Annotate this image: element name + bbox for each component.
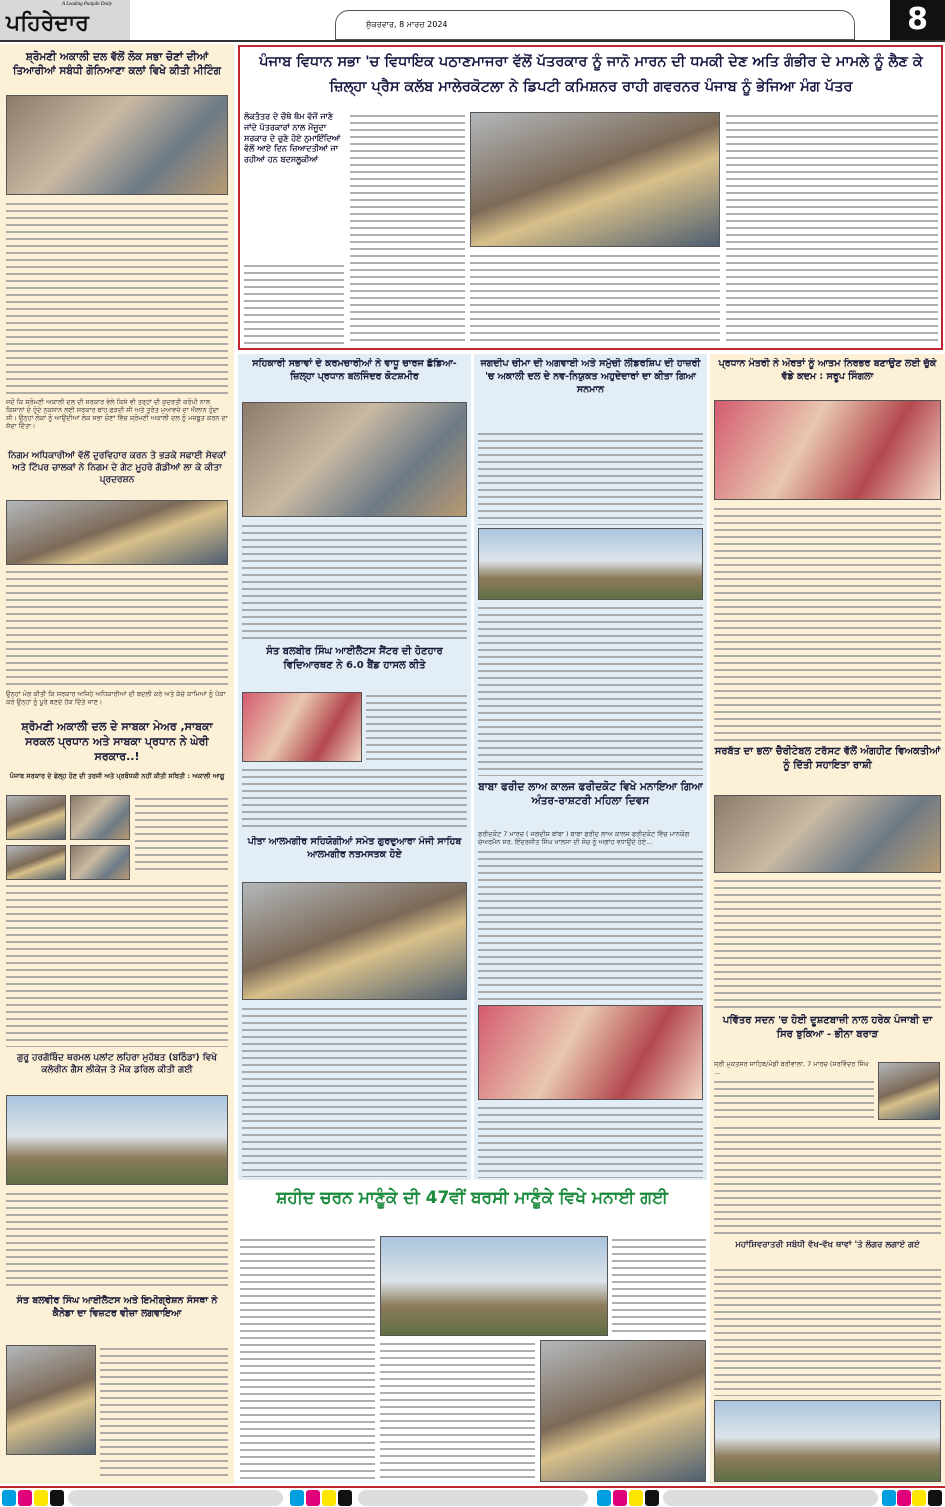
left-headline-3: ਸ਼੍ਰੋਮਣੀ ਅਕਾਲੀ ਦਲ ਦੇ ਸਾਬਕਾ ਮੇਅਰ ,ਸਾਬਕਾ ਸਰਕਲ ਪ੍ਰਧਾਨ ਅਤੇ ਸਾਬਕਾ ਪ੍ਰਧਾਨ ਨੇ ਘੇਰੀ ਸਰਕਾਰ..!	[21, 720, 213, 763]
tagline: A Leading Punjabi Daily	[62, 2, 113, 7]
headline: ਸਹਿਕਾਰੀ ਸਭਾਵਾਂ ਦੇ ਕਰਮਚਾਰੀਆਂ ਨੇ ਵਾਧੂ ਚਾਰਜ ਛੱਡਿਆ- ਜ਼ਿਲ੍ਹਾ ਪ੍ਰਧਾਨ ਬਲਜਿੰਦਰ ਕੋਟਸ਼ਮੀਰ	[252, 358, 457, 382]
article-body	[380, 1340, 535, 1482]
article-body	[366, 692, 467, 762]
article-body	[6, 1190, 228, 1290]
masthead	[0, 0, 945, 42]
headline: ਸਰਬੱਤ ਦਾ ਭਲਾ ਚੈਰੀਟੇਬਲ ਟਰੱਸਟ ਵੱਲੋਂ ਅੰਗਹੀਣ ਵਿਅਕਤੀਆਂ ਨੂੰ ਦਿੱਤੀ ਸਹਾਇਤਾ ਰਾਸ਼ੀ	[714, 746, 941, 771]
headline: ਪੀਤਾ ਆਲਮਗੀਰ ਸਹਿਯੋਗੀਆਂ ਸਮੇਤ ਗੁਰਦੁਆਰਾ ਮੰਜੀ ਸਾਹਿਬ ਆਲਮਗੀਰ ਨਤਮਸਤਕ ਹੋਏ	[247, 836, 462, 860]
portrait-photo	[70, 795, 130, 840]
article-text: ਫਰੀਦਕੋਟ 7 ਮਾਰਚ ( ਜਗਦੀਸ਼ ਬਾਂਬਾ ) ਬਾਬਾ ਫਰੀਦ ਲਾਅ ਕਾਲਜ ਫਰੀਦਕੋਟ ਵਿੱਚ ਮਾਨਯੋਗ ਚੇਅਰਮੈਨ ਸਰ. ਇੰਦਰਜੀਤ ਸਿੰਘ ਖਾਲਸਾ ਦੀ ਸੋਚ ਨੂੰ ਅਗਾਂਹ ਵਧਾਉਂਦੇ ਹੋਏ...	[478, 830, 690, 846]
article-body	[714, 877, 941, 1010]
photo	[242, 882, 467, 1000]
top-story-subheadline: ਲੋਕਤੰਤਰ ਦੇ ਚੌਥੇ ਥੰਮ ਵੱਜੋਂ ਜਾਣੇ ਜਾਂਦੇ ਪੱਤਰਕਾਰਾਂ ਨਾਲ ਮੌਜੂਦਾ ਸਰਕਾਰ ਦੇ ਚੁਣੇ ਹੋਏ ਨੁਮਾਇੰਦਿਆਂ ਵੱਲੋਂ ਆਏ ਦਿਨ ਜ਼ਿਆਦਤੀਆਂ ਜਾ ਰਹੀਆਂ ਹਨ ਬਦਸਲੂਕੀਆਂ	[244, 112, 341, 165]
photo	[714, 795, 941, 873]
yellow-mark	[34, 1490, 48, 1506]
article-body	[726, 112, 938, 345]
date: ਸ਼ੁੱਕਰਵਾਰ, 8 ਮਾਰਚ 2024	[366, 20, 448, 29]
left-subheadline-3: ਪੰਜਾਬ ਸਰਕਾਰ ਦੇ ਫੇਲ੍ਹ ਹੋਣ ਦੀ ਤਰਜੀ ਅਤੇ ਪ੍ਰਬੰਧਕੀ ਨਹੀਂ ਕੀਤੀ ਸਥਿਤੀ : ਅਕਾਲੀ ਆਗੂ	[9, 772, 225, 780]
article-text: ਉਨ੍ਹਾਂ ਮੰਗ ਕੀਤੀ ਕਿ ਸਰਕਾਰ ਅਜਿਹੇ ਅਧਿਕਾਰੀਆਂ ਦੀ ਬਦਲੀ ਕਰੇ ਅਤੇ ਕੱਚੇ ਕਾਮਿਆਂ ਨੂੰ ਪੱਕਾ ਕਰੇ ਉਨ੍ਹਾਂ ਨੂੰ ਪੂਰੇ ਬਣਦੇ ਹੱਕ ਦਿੱਤੇ ਜਾਣ।	[6, 690, 226, 706]
page-number: 8	[890, 0, 945, 40]
magenta-mark	[613, 1490, 627, 1506]
registration-bar	[68, 1490, 283, 1506]
headline: ਮਹਾਂਸ਼ਿਵਰਾਤਰੀ ਸਬੰਧੀ ਵੱਖ-ਵੱਖ ਥਾਵਾਂ 'ਤੇ ਲੰਗਰ ਲਗਾਏ ਗਏ	[735, 1240, 920, 1250]
photo	[540, 1340, 706, 1482]
black-mark	[50, 1490, 64, 1506]
left-headline-2: ਨਿਗਮ ਅਧਿਕਾਰੀਆਂ ਵੱਲੋਂ ਦੁਰਵਿਹਾਰ ਕਰਨ ਤੇ ਭੜਕੇ ਸਫਾਈ ਸੇਵਕਾਂ ਅਤੇ ਟਿੱਪਰ ਚਾਲਕਾਂ ਨੇ ਨਿਗਮ ਦੇ ਗੇਟ ਮੂਹਰੇ ਗੱਡੀਆਂ ਲਾ ਕੇ ਕੀਤਾ ਪ੍ਰਦਰਸ਼ਨ	[7, 451, 227, 486]
left-headline-1: ਸ਼੍ਰੋਮਣੀ ਅਕਾਲੀ ਦਲ ਵੱਲੋਂ ਲੋਕ ਸਭਾ ਚੋਣਾਂ ਦੀਆਂ ਤਿਆਰੀਆਂ ਸਬੰਧੀ ਗੋਨਿਆਣਾ ਕਲਾਂ ਵਿਖੇ ਕੀਤੀ ਮੀਟਿੰਗ	[13, 51, 221, 78]
footer-rule	[0, 1486, 945, 1488]
portrait-photo	[70, 845, 130, 880]
article-body	[242, 522, 467, 640]
article-body	[100, 1345, 228, 1480]
photo	[478, 1005, 703, 1100]
headline: ਪ੍ਰਧਾਨ ਮੰਤਰੀ ਨੇ ਔਰਤਾਂ ਨੂੰ ਆਤਮ ਨਿਰਭਰ ਬਣਾਉਣ ਲਈ ਚੁੱਕੇ ਵੱਡੇ ਕਦਮ : ਸਰੂਪ ਸਿੰਗਲਾ	[718, 358, 937, 382]
photo	[478, 528, 703, 600]
article-text: ਜਦੋਂ ਕਿ ਸ਼੍ਰੋਮਣੀ ਅਕਾਲੀ ਦਲ ਦੀ ਸਰਕਾਰ ਵੇਲੇ ਕਿਸੇ ਵੀ ਤਰ੍ਹਾਂ ਦੀ ਕੁਦਰਤੀ ਕਰੋਪੀ ਨਾਲ ਕਿਸਾਨਾਂ ਦੇ ਹੁੰਦੇ ਨੁਕਸਾਨ ਲਈ ਸਰਕਾਰ ਬਾਂਹ ਫੜਦੀ ਸੀ ਅਤੇ ਤੁਰੰਤ ਮੁਆਵਜ਼ੇ ਦਾ ਐਲਾਨ ਹੁੰਦਾ ਸੀ। ਉਨ੍ਹਾਂ ਲੋਕਾਂ ਨੂੰ ਆਉਂਦੀਆਂ ਲੋਕ ਸਭਾ ਚੋਣਾਂ ਵਿੱਚ ਸ਼੍ਰੋਮਣੀ ਅਕਾਲੀ ਦਲ ਨੂੰ ਮਜ਼ਬੂਤ ਕਰਨ ਦਾ ਸੱਦਾ ਦਿੱਤਾ।	[6, 398, 228, 430]
article-body	[6, 200, 228, 395]
article-body	[612, 1236, 706, 1336]
black-mark	[928, 1490, 942, 1506]
article-body	[478, 604, 703, 776]
photo	[714, 400, 941, 500]
yellow-mark	[322, 1490, 336, 1506]
cyan-mark	[290, 1490, 304, 1506]
date-pill	[335, 10, 855, 40]
article-body	[714, 1266, 941, 1396]
registration-bar	[663, 1490, 878, 1506]
top-story-headline: ਪੰਜਾਬ ਵਿਧਾਨ ਸਭਾ 'ਚ ਵਿਧਾਇਕ ਪਠਾਣਮਾਜਰਾ ਵੱਲੋਂ ਪੱਤਰਕਾਰ ਨੂੰ ਜਾਨੋ ਮਾਰਨ ਦੀ ਧਮਕੀ ਦੇਣ ਅਤਿ ਗੰਭੀਰ ਦੇ ਮਾਮਲੇ ਨੂੰ ਲੈਣ ਕੇ ਜ਼ਿਲ੍ਹਾ ਪ੍ਰੈਸ ਕਲੱਬ ਮਾਲੇਰਕੋਟਲਾ ਨੇ ਡਿਪਟੀ ਕਮਿਸ਼ਨਰ ਰਾਹੀ ਗਵਰਨਰ ਪੰਜਾਬ ਨੂੰ ਭੇਜਿਆ ਮੰਗ ਪੱਤਰ	[259, 54, 923, 95]
article-body	[470, 252, 720, 345]
photo	[6, 1095, 228, 1185]
logo-text: ਪਹਿਰੇਦਾਰ	[6, 11, 89, 36]
magenta-mark	[306, 1490, 320, 1506]
bottom-story-headline: ਸ਼ਹੀਦ ਚਰਨ ਮਾਣੂੰਕੇ ਦੀ 47ਵੀਂ ਬਰਸੀ ਮਾਣੂੰਕੇ ਵਿਖੇ ਮਨਾਈ ਗਈ	[276, 1188, 668, 1208]
article-body	[242, 766, 467, 832]
headline: ਪਵਿੱਤਰ ਸਦਨ 'ਚ ਹੋਈ ਦੂਸ਼ਣਬਾਜ਼ੀ ਨਾਲ ਹਰੇਕ ਪੰਜਾਬੀ ਦਾ ਸਿਰ ਝੁਕਿਆ - ਭੀਨਾ ਬਰਾੜ	[722, 1015, 933, 1040]
headline: ਬਾਬਾ ਫਰੀਦ ਲਾਅ ਕਾਲਜ ਫਰੀਦਕੋਟ ਵਿਖੇ ਮਨਾਇਆ ਗਿਆ ਅੰਤਰ-ਰਾਸ਼ਟਰੀ ਮਹਿਲਾ ਦਿਵਸ	[478, 781, 703, 807]
article-body	[478, 430, 703, 525]
article-text: ਸ੍ਰੀ ਮੁਕਤਸਰ ਸਾਹਿਬ/ਮੰਡੀ ਬਰੀਵਾਲਾ, 7 ਮਾਰਚ (ਸਰਵਿੰਦਰ ਸਿੰਘ ...	[714, 1060, 869, 1076]
portrait-photo	[878, 1062, 940, 1120]
photo	[6, 500, 228, 565]
article-body	[135, 795, 228, 875]
yellow-mark	[629, 1490, 643, 1506]
article-body	[240, 1236, 375, 1482]
yellow-mark	[912, 1490, 926, 1506]
black-mark	[338, 1490, 352, 1506]
photo	[242, 692, 362, 762]
article-body	[6, 882, 228, 1047]
cyan-mark	[2, 1490, 16, 1506]
left-headline-4: ਗੁਰੂ ਹਰਗੋਬਿੰਦ ਥਰਮਲ ਪਲਾਂਟ ਲਹਿਰਾ ਮੁਹੱਬਤ (ਬਠਿੰਡਾ) ਵਿਖੇ ਕਲੋਰੀਨ ਗੈਸ ਲੀਕੇਜ ਤੇ ਮੌਕ ਡਰਿਲ ਕੀਤੀ ਗਈ	[17, 1053, 217, 1076]
magenta-mark	[897, 1490, 911, 1506]
headline: ਸੰਤ ਬਲਬੀਰ ਸਿੰਘ ਆਈਲੈਟਸ ਸੈਂਟਰ ਦੀ ਹੋਣਹਾਰ ਵਿਦਿਆਰਥਣ ਨੇ 6.0 ਬੈਂਡ ਹਾਸਲ ਕੀਤੇ	[266, 646, 443, 671]
photo	[380, 1236, 608, 1336]
photo	[242, 402, 467, 517]
left-headline-5: ਸੰਤ ਬਲਵੀਰ ਸਿੰਘ ਆਈਲੈਟਸ ਅਤੇ ਇਮੀਗ੍ਰੇਸ਼ਨ ਸੰਸਥਾ ਨੇ ਕੈਨੇਡਾ ਦਾ ਵਿਜ਼ਟਰ ਵੀਜ਼ਾ ਲਗਵਾਇਆ	[16, 1295, 218, 1319]
photo	[6, 1345, 96, 1455]
headline: ਜਗਦੀਪ ਚੀਮਾ ਦੀ ਅਗਵਾਈ ਅਤੇ ਸਮੁੱਚੀ ਲੀਡਰਸ਼ਿਪ ਦੀ ਹਾਜ਼ਰੀ 'ਚ ਅਕਾਲੀ ਦਲ ਦੇ ਨਵ-ਨਿਯੁਕਤ ਅਹੁਦੇਦਾਰਾਂ ਦਾ ਕੀਤਾ ਗਿਆ ਸਨਮਾਨ	[480, 358, 701, 395]
cyan-mark	[882, 1490, 896, 1506]
article-body	[350, 112, 465, 345]
magenta-mark	[18, 1490, 32, 1506]
photo	[714, 1400, 941, 1482]
portrait-photo	[6, 845, 66, 880]
photo	[6, 95, 228, 195]
article-body	[714, 1124, 941, 1236]
top-story-photo	[470, 112, 720, 247]
article-body	[478, 1104, 703, 1178]
article-body	[714, 505, 941, 741]
black-mark	[645, 1490, 659, 1506]
article-body	[244, 262, 344, 345]
article-body	[6, 568, 228, 688]
article-body	[242, 1005, 467, 1177]
article-body	[714, 1078, 874, 1120]
cyan-mark	[597, 1490, 611, 1506]
registration-bar	[358, 1490, 588, 1506]
article-body	[478, 848, 703, 1001]
portrait-photo	[6, 795, 66, 840]
